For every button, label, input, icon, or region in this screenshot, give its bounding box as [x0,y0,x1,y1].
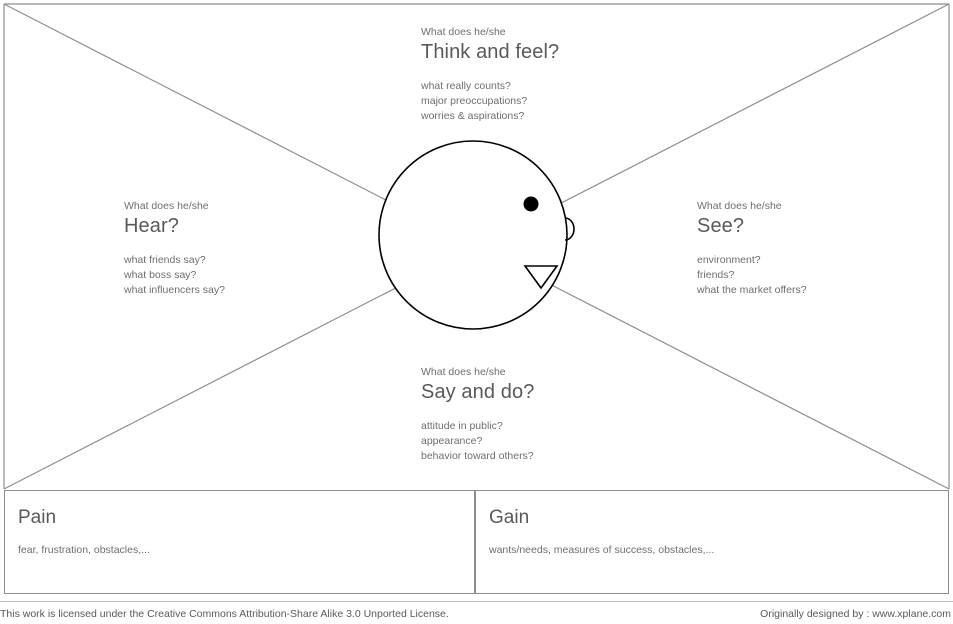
gain-title: Gain [489,507,530,528]
quadrant-say-kicker: What does he/she [421,366,506,378]
gain-box [475,490,949,594]
gain-subtext: wants/needs, measures of success, obstacles,... [489,544,715,556]
quadrant-see-bullet-1: environment? [697,254,761,267]
quadrant-say-bullet-2: appearance? [421,435,483,448]
quadrant-think-title: Think and feel? [421,41,560,64]
quadrant-think-bullet-3: worries & aspirations? [421,110,525,123]
quadrant-say-bullet-1: attitude in public? [421,420,503,433]
quadrant-think-and-feel [421,25,559,125]
quadrant-think-bullet-1: what really counts? [421,80,511,93]
quadrant-see-title: See? [697,215,745,238]
quadrant-see [697,199,807,299]
quadrant-hear-bullets [124,253,225,298]
quadrant-think-bullets [421,79,559,124]
quadrant-see-bullet-3: what the market offers? [697,284,807,297]
credit-text: Originally designed by : www.xplane.com [760,608,951,620]
footer-bar [0,601,953,624]
quadrant-say-bullet-3: behavior toward others? [421,450,534,463]
quadrant-hear-bullet-1: what friends say? [124,254,206,267]
quadrant-say-and-do [421,365,534,465]
license-text: This work is licensed under the Creative Commons Attribution-Share Alike 3.0 Unported License. [0,608,449,620]
quadrant-hear [124,199,225,299]
quadrant-think-kicker: What does he/she [421,26,506,38]
quadrant-say-bullets [421,419,534,464]
quadrant-say-title: Say and do? [421,381,535,404]
pain-title: Pain [18,507,57,528]
quadrant-see-kicker: What does he/she [697,200,782,212]
quadrant-hear-bullet-2: what boss say? [124,269,197,282]
quadrant-hear-title: Hear? [124,215,179,238]
quadrant-hear-kicker: What does he/she [124,200,209,212]
quadrant-see-bullet-2: friends? [697,269,735,282]
quadrant-hear-bullet-3: what influencers say? [124,284,225,297]
pain-subtext: fear, frustration, obstacles,... [18,544,150,556]
quadrant-see-bullets [697,253,807,298]
quadrant-think-bullet-2: major preoccupations? [421,95,528,108]
pain-box [4,490,475,594]
